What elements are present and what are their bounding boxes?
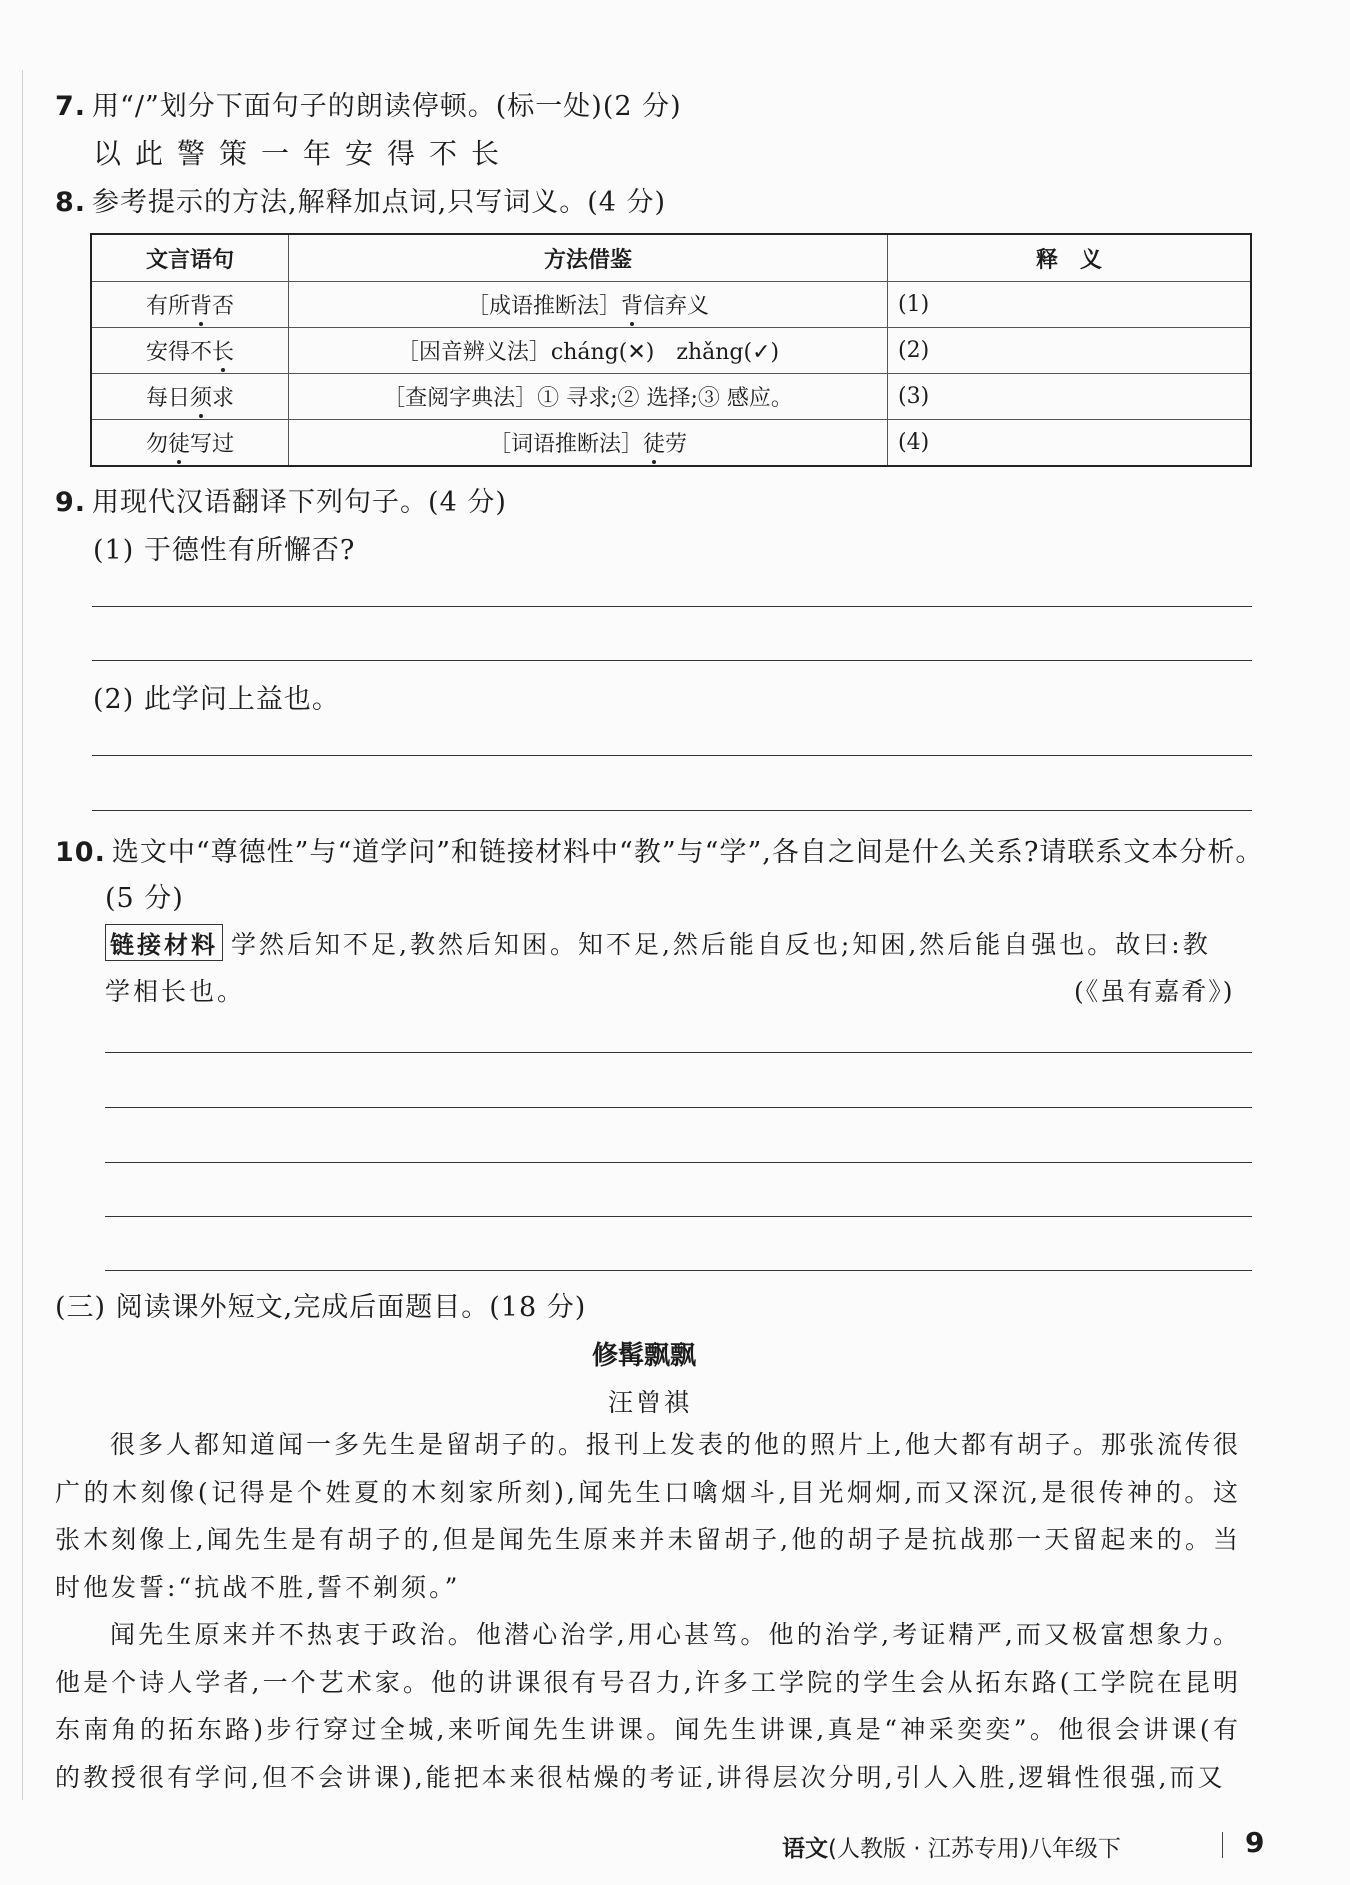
question-9-number: 9. bbox=[55, 487, 87, 518]
table-cell-method: ［词语推断法］徒劳 bbox=[289, 420, 888, 467]
question-7-number: 7. bbox=[55, 91, 87, 122]
article-author: 汪曾祺 bbox=[608, 1388, 693, 1417]
table-row bbox=[91, 328, 1251, 374]
question-10-text: 选文中“尊德性”与“道学问”和链接材料中“教”与“学”,各自之间是什么关系?请联系文本分析。 bbox=[111, 837, 1264, 868]
table-cell-method: ［成语推断法］背信弃义 bbox=[289, 282, 888, 328]
question-10-score: (5 分) bbox=[105, 883, 184, 914]
question-9-sentence-2: (2) 此学问上益也。 bbox=[93, 684, 340, 715]
table-header-row bbox=[91, 234, 1251, 282]
table-cell-answer[interactable]: (2) bbox=[888, 328, 1252, 374]
table-cell-sentence: 有所背否 bbox=[91, 282, 289, 328]
emphasis-dot-char: 背 bbox=[190, 289, 212, 320]
emphasis-dot-char: 徒 bbox=[643, 427, 665, 458]
link-material bbox=[105, 924, 1211, 961]
emphasis-dot-char: 徒 bbox=[168, 427, 190, 458]
footer-book-info bbox=[782, 1830, 1121, 1863]
table-row bbox=[91, 420, 1251, 467]
page-number: 9 bbox=[1245, 1826, 1265, 1859]
table-header-sentence: 文言语句 bbox=[91, 234, 289, 282]
question-9-sentence-1: (1) 于德性有所懈否? bbox=[93, 535, 356, 566]
question-10 bbox=[55, 830, 1263, 869]
table-row bbox=[91, 282, 1251, 328]
question-8 bbox=[55, 180, 666, 219]
link-material-source: (《虽有嘉肴》) bbox=[1074, 977, 1235, 1006]
article-title: 修髯飘飘 bbox=[592, 1341, 697, 1371]
footer-edition: (人教版 · 江苏专用)八年级下 bbox=[828, 1836, 1121, 1862]
method-table bbox=[90, 233, 1252, 467]
answer-line[interactable] bbox=[92, 660, 1252, 661]
link-material-text: 学然后知不足,教然后知困。知不足,然后能自反也;知困,然后能自强也。故曰:教 bbox=[231, 930, 1211, 959]
footer-separator bbox=[1222, 1832, 1223, 1858]
table-cell-method: ［因音辨义法］cháng(✕) zhǎng(✓) bbox=[289, 328, 888, 374]
question-7 bbox=[55, 84, 682, 123]
link-material-label: 链接材料 bbox=[105, 924, 223, 961]
answer-line[interactable] bbox=[105, 1162, 1252, 1163]
answer-line[interactable] bbox=[105, 1052, 1252, 1053]
table-cell-answer[interactable]: (4) bbox=[888, 420, 1252, 467]
margin-rule bbox=[22, 70, 23, 1800]
table-header-method: 方法借鉴 bbox=[289, 234, 888, 282]
emphasis-dot-char: 背 bbox=[621, 289, 643, 320]
question-9-text: 用现代汉语翻译下列句子。(4 分) bbox=[92, 487, 507, 518]
question-7-text: 用“/”划分下面句子的朗读停顿。(标一处)(2 分) bbox=[92, 91, 682, 122]
table-header-meaning: 释 义 bbox=[888, 234, 1252, 282]
article-paragraph-1: 很多人都知道闻一多先生是留胡子的。报刊上发表的他的照片上,他大都有胡子。那张流传很广的木刻像(记得是个姓夏的木刻家所刻),闻先生口噙烟斗,目光炯炯,而又深沉,是很传神的。这张木刻像上,闻先生是有胡子的,但是闻先生原来并未留胡子,他的胡子是抗战那一天留起来的。当时他发誓:“抗战不胜,誓不剃须。” bbox=[55, 1430, 1241, 1602]
answer-line[interactable] bbox=[92, 606, 1252, 607]
question-8-number: 8. bbox=[55, 187, 87, 218]
footer-subject: 语文 bbox=[782, 1836, 828, 1862]
article-paragraph-2: 闻先生原来并不热衷于政治。他潜心治学,用心甚笃。他的治学,考证精严,而又极富想象力。他是个诗人学者,一个艺术家。他的讲课很有号召力,许多工学院的学生会从拓东路(工学院在昆明东南角的拓东路)步行穿过全城,来听闻先生讲课。闻先生讲课,真是“神采奕奕”。他很会讲课(有的教授很有学问,但不会讲课),能把本来很枯燥的考证,讲得层次分明,引人入胜,逻辑性很强,而又 bbox=[55, 1620, 1241, 1792]
emphasis-dot-char: 长 bbox=[212, 335, 234, 366]
link-material-cont: 学相长也。 bbox=[105, 977, 246, 1006]
table-cell-answer[interactable]: (3) bbox=[888, 374, 1252, 420]
answer-line[interactable] bbox=[92, 810, 1252, 811]
question-10-number: 10. bbox=[55, 837, 106, 868]
answer-line[interactable] bbox=[92, 755, 1252, 756]
answer-line[interactable] bbox=[105, 1107, 1252, 1108]
section-3-heading: (三) 阅读课外短文,完成后面题目。(18 分) bbox=[55, 1292, 587, 1323]
table-cell-sentence: 勿徒写过 bbox=[91, 420, 289, 467]
table-cell-answer[interactable]: (1) bbox=[888, 282, 1252, 328]
table-cell-sentence: 安得不长 bbox=[91, 328, 289, 374]
table-row bbox=[91, 374, 1251, 420]
question-8-text: 参考提示的方法,解释加点词,只写词义。(4 分) bbox=[92, 187, 667, 218]
question-9 bbox=[55, 480, 507, 519]
question-7-sentence: 以此警策一年安得不长 bbox=[93, 137, 514, 170]
answer-line[interactable] bbox=[105, 1216, 1252, 1217]
emphasis-dot-char: 须 bbox=[190, 381, 212, 412]
answer-line[interactable] bbox=[105, 1270, 1252, 1271]
table-cell-sentence: 每日须求 bbox=[91, 374, 289, 420]
table-cell-method: ［查阅字典法］① 寻求;② 选择;③ 感应。 bbox=[289, 374, 888, 420]
